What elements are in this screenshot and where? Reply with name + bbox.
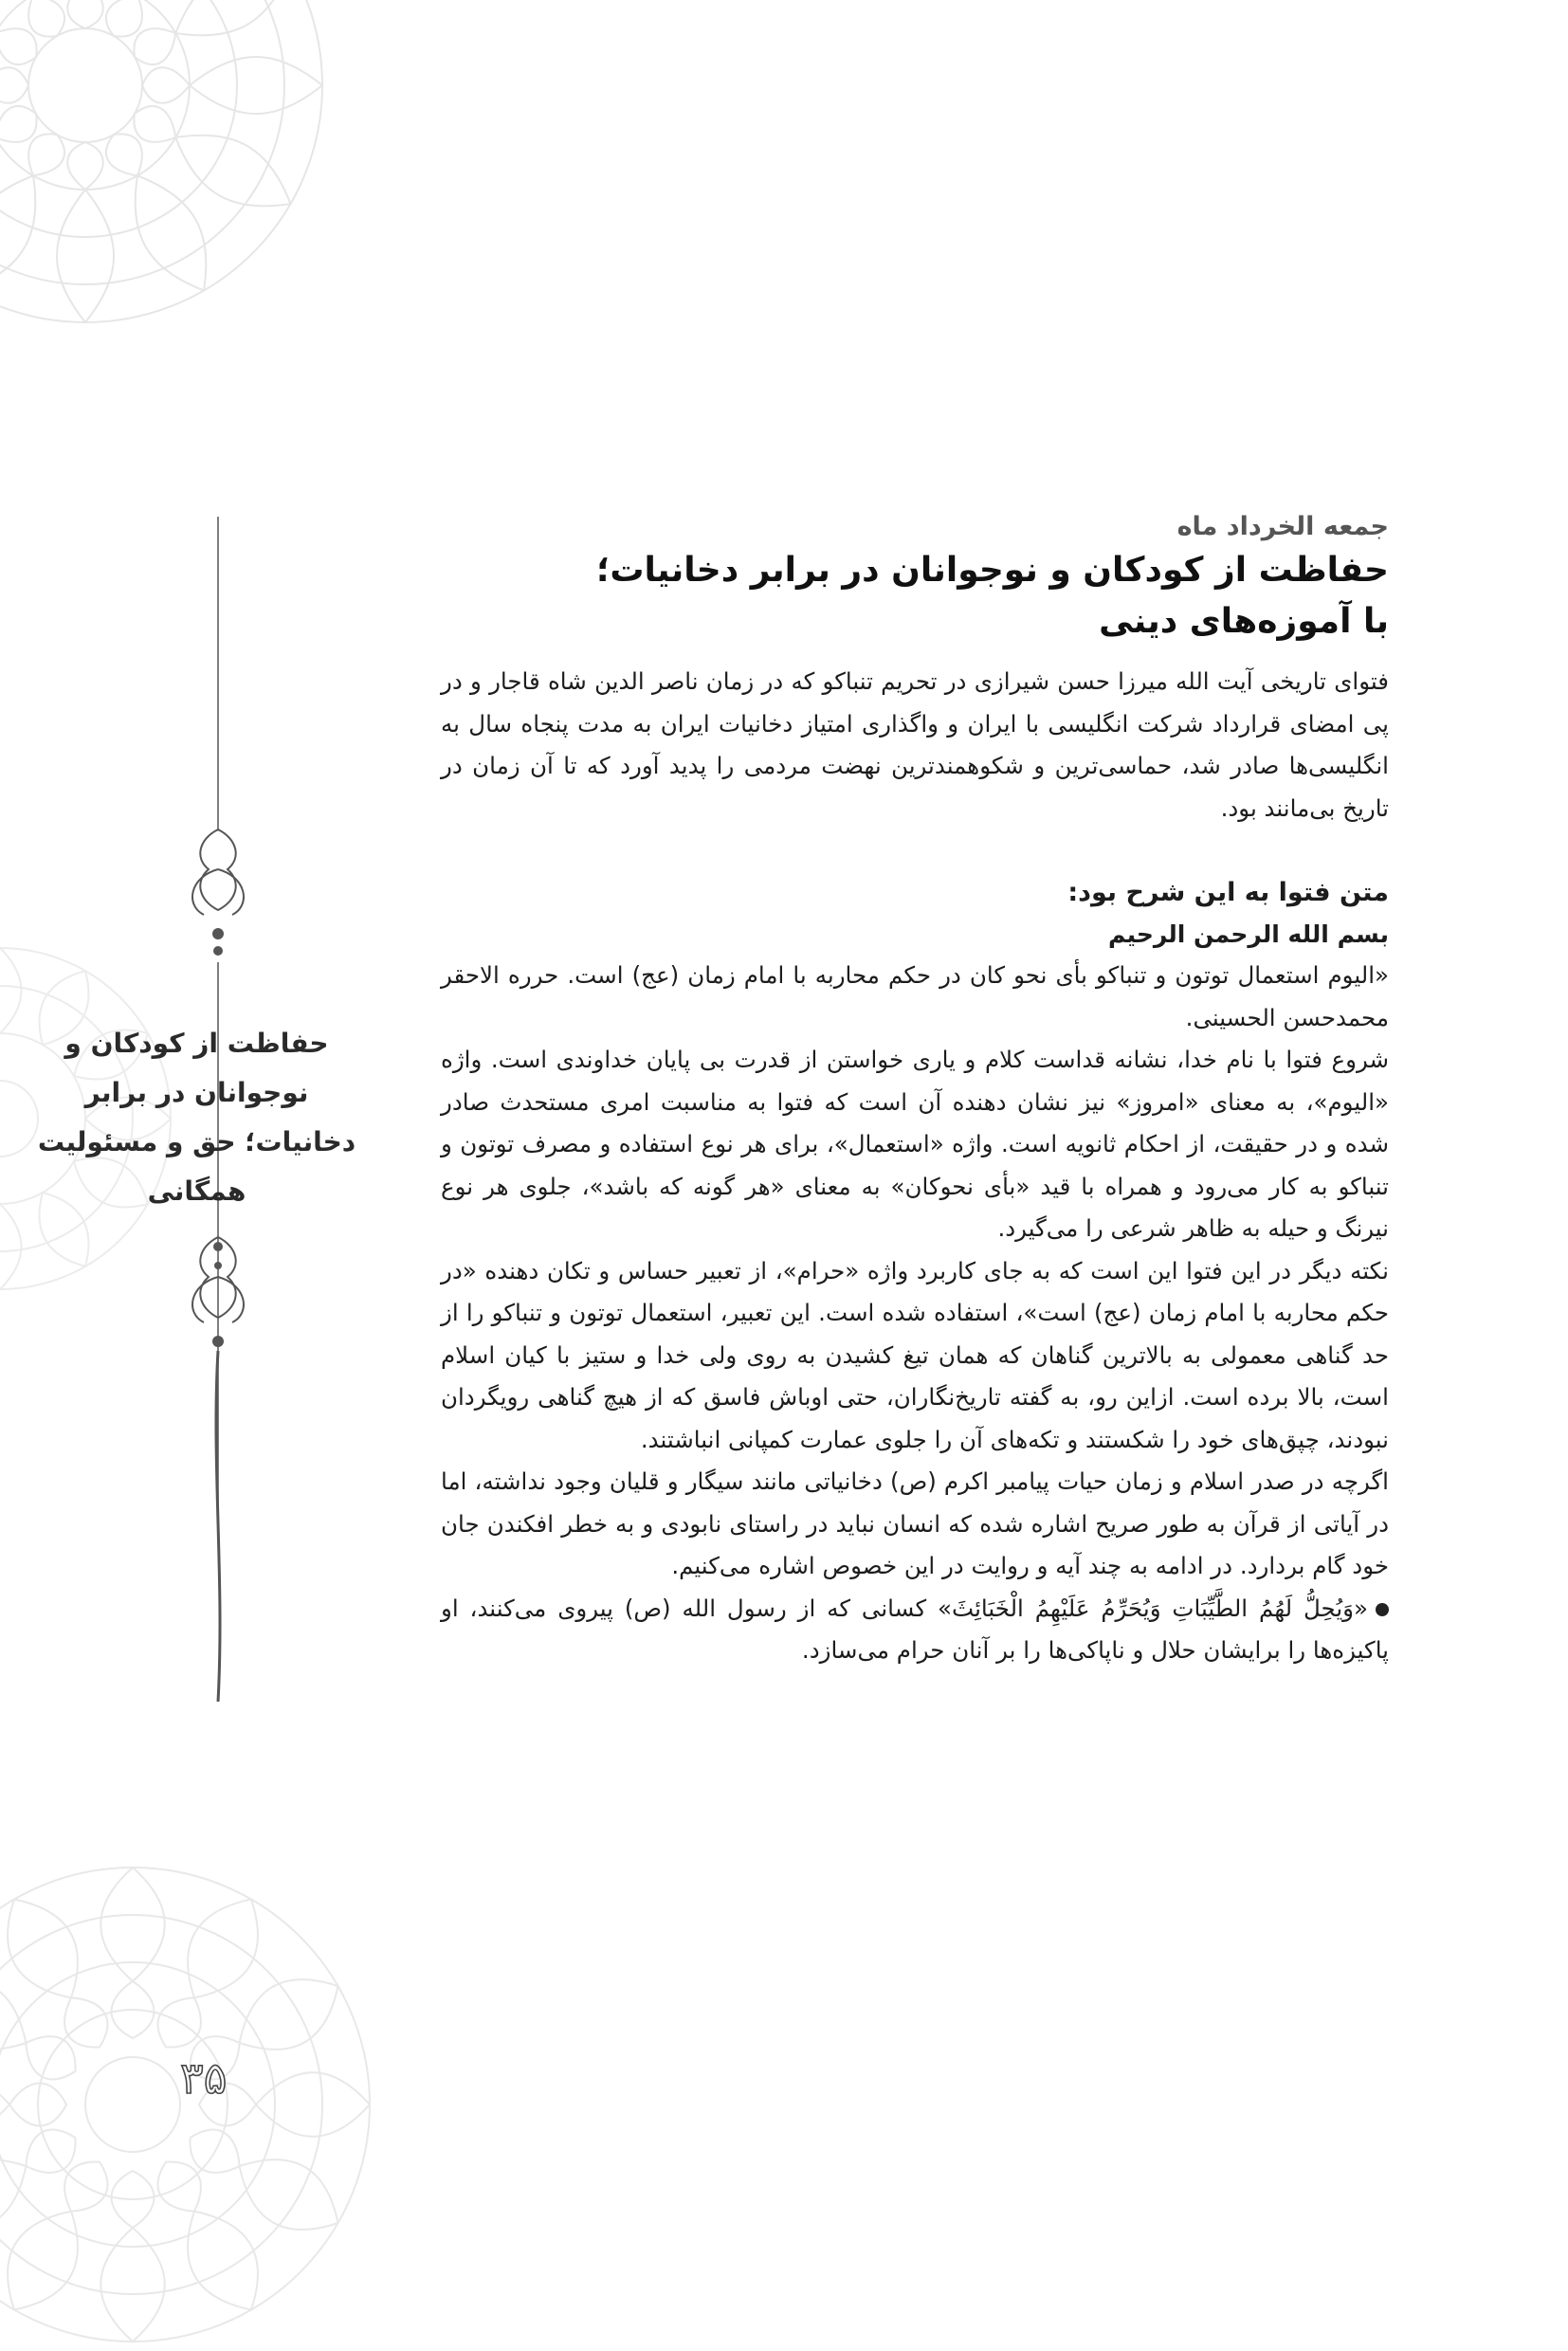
article-title-line-2: با آموزه‌های دینی	[1099, 602, 1389, 641]
bullet-item	[441, 1588, 1389, 1672]
side-title: حفاظت از کودکان و نوجوانان در برابر دخانیات؛ حق و مسئولیت همگانی	[37, 1028, 356, 1207]
article	[441, 512, 1389, 1672]
bullet-icon	[1376, 1603, 1389, 1616]
mandala-ornament-top-left	[0, 0, 332, 332]
body-paragraph-2: نکته دیگر در این فتوا این است که به جای کاربرد واژه «حرام»، از تعبیر حساس و تکان دهنده «در حکم محاربه با امام زمان (عج) است»، استفاده شده است. این تعبیر، استعمال توتون و تنباکو را از حد گناهی معمولی به بالاترین گناهان که همان تیغ کشیدن به روی ولی خدا و ستیز با کیان اسلام است، بالا برده است. ازاین رو، به گفته تاریخ‌نگاران، حتی اوباش فاسق که از هیچ گناهی رویگردان نبودند، چپق‌های خود را شکستند و تکه‌های آن را جلوی عمارت کمپانی انباشتند.	[441, 1256, 1389, 1453]
fatwa-heading: متن فتوا به این شرح بود:	[1067, 878, 1389, 907]
page-number: ۳۵	[180, 2052, 228, 2104]
vertical-ornament-divider	[185, 517, 251, 2128]
body-paragraph-3: اگرچه در صدر اسلام و زمان حیات پیامبر اکرم (ص) دخانیاتی مانند سیگار و قلیان وجود نداشته، اما در آیاتی از قرآن به طور صریح اشاره شده که انسان نباید در راستای نابودی و به خطر افکندن جان خود گام بردارد. در ادامه به چند آیه و روایت در این خصوص اشاره می‌کنیم.	[441, 1467, 1389, 1579]
article-kicker: جمعه الخرداد ماه	[1176, 512, 1389, 541]
basmala: بسم الله الرحمن الرحیم	[1108, 920, 1389, 948]
bullet-text: «وَیُحِلُّ لَهُمُ الطَّیِّبَاتِ وَیُحَرِّمُ عَلَیْهِمُ الْخَبَائِثَ» کسانی که از رسول الله (ص) پیروی می‌کنند، او پاکیزه‌ها را برایشان حلال و ناپاکی‌ها را بر آنان حرام می‌سازد.	[441, 1594, 1389, 1664]
intro-paragraph: فتوای تاریخی آیت الله میرزا حسن شیرازی در تحریم تنباکو که در زمان ناصر الدین شاه قاجار و در پی امضای قرارداد شرکت انگلیسی با ایران و واگذاری امتیاز دخانیات ایران به مدت پنجاه سال به انگلیسی‌ها صادر شد، حماسی‌ترین و شکوهمندترین نهضت مردمی را پدید آورد که تا آن زمان در تاریخ بی‌مانند بود.	[441, 667, 1389, 822]
body-paragraph-1: شروع فتوا با نام خدا، نشانه قداست کلام و یاری خواستن از قدرت بی پایان خداوندی است. واژه «الیوم»، به معنای «امروز» نیز نشان دهنده آن است که فتوا به مناسبت امری مستحدث صادر شده و در حقیقت، از احکام ثانویه است. واژه «استعمال»، برای هر نوع استفاده و مصرف توتون و تنباکو به کار می‌رود و همراه با قید «بأی نحوکان» به معنای «هر گونه که باشد»، جلوی هر نوع نیرنگ و حیله به ظاهر شرعی را می‌گیرد.	[441, 1046, 1389, 1242]
fatwa-text: «الیوم استعمال توتون و تنباکو بأی نحو کان در حکم محاربه با امام زمان (عج) است. حرره الاحقر محمدحسن الحسینی.	[441, 961, 1389, 1031]
article-title-line-1: حفاظت از کودکان و نوجوانان در برابر دخانیات؛	[595, 551, 1389, 590]
